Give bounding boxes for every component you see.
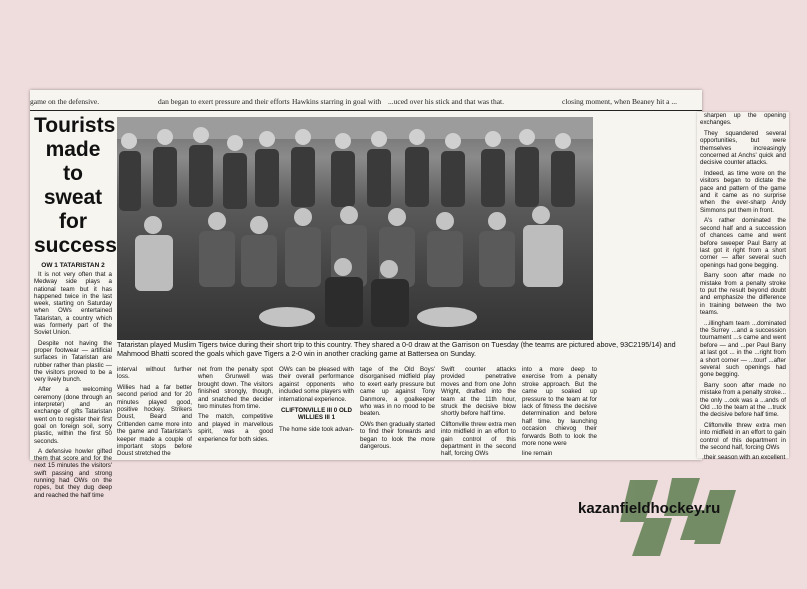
text-column — [522, 366, 597, 458]
paragraph: Willies had a far better second period and for 20 minutes played good, positive hockey. Strikers Doust, Beard and Crittenden came more into the game and Tataristan's keeper made a couple of important stops before Doust stretched the — [117, 383, 192, 458]
paragraph: tage of the Old Boys' disorganised midfield play to exert early pressure but came up against Tony Danmore, a goalkeeper who was in no mood to be beaten. — [360, 366, 435, 418]
site-watermark — [560, 470, 800, 580]
paragraph: A defensive howler gifted them that score and for the next 15 minutes the visitors' swift passing and strong running had OWs on the ropes, but they dug deep and reached the half time — [34, 447, 112, 499]
paragraph: into a more deep to exercise from a penalty stroke approach. But the came up soaked up pressure to the team at for lack of fitness the decisive determination and before half time. by launching occasion chievog their forwards Both to look the more none were — [522, 366, 597, 448]
top-strip-text: game on the defensive. — [30, 97, 100, 106]
score-line: OW 1 TATARISTAN 2 — [41, 262, 105, 269]
article-right-column — [697, 112, 789, 462]
paragraph: sharpen up the opening exchanges. — [700, 112, 786, 127]
paragraph: their season with an excellent — [704, 454, 786, 462]
top-strip-text: closing moment, when Beaney hit a ... — [562, 97, 677, 106]
photo-caption: Tataristan played Muslim Tigers twice during their short trip to this country. They shared a 0-0 draw at the Garrison on Tuesday (the teams are pictured above, 93C2195/14) and Mahmood Bhatti scored the goals which gave Tigers a 2-0 win in another cracking game at Battersea on Sunday. — [117, 340, 676, 358]
team-photo — [117, 117, 593, 340]
paragraph: ...illingham team ...dominated the Surrey ...and a succession tournament ...s came and went before — and ...per Paul Barry at last got ... in the ...right from a short corner — ...tourf ...after several such openings had gone begging. — [700, 319, 786, 379]
paragraph: Swift counter attacks provided penetrative moves and from one John Wright, drafted into the team at the 11th hour, struck the decisive blow shortly before half time. — [441, 366, 516, 418]
top-strip — [30, 97, 702, 109]
article-body — [34, 271, 112, 499]
paragraph: Despite not having the proper footwear — artificial surfaces in Tataristan are rubber rather than plastic — the visitors proved to be a very lively bunch. — [34, 339, 112, 384]
paragraph: OWs then gradually started to find their forwards and began to look the more dangerous. — [360, 420, 435, 451]
watermark-logo-icon — [560, 470, 800, 580]
paragraph: interval without further loss. — [117, 366, 192, 381]
match-subhead: CLIFTONVILLE III 0 OLD WILLIES III 1 — [280, 407, 353, 422]
paragraph: net from the penalty spot when Grunwell was brought down. The visitors finished strongly, though, and snatched the decider two minutes from time. — [198, 366, 273, 411]
article-left-column — [34, 114, 117, 499]
paragraph: It is not very often that a Medway side plays a national team but it has happened twice in the last week, starting on Saturday when OWs entertained Tataristan, a country which was formerly part of the Soviet Union. — [34, 271, 112, 337]
paragraph: The match, competitive and played in marvellous spirit, was a good experience for both sides. — [198, 413, 273, 443]
paragraph: line remain — [522, 450, 553, 458]
text-column — [117, 366, 192, 458]
text-column — [198, 366, 273, 458]
watermark-text: kazanfieldhockey.ru — [578, 500, 721, 517]
paragraph: OWs can be pleased with their overall performance against opponents who included some players with international experience. — [279, 366, 354, 403]
paragraph: The home side took advan- — [279, 425, 354, 433]
text-column — [279, 366, 354, 458]
text-column — [360, 366, 435, 458]
headline: Tourists made to sweat for success — [34, 114, 117, 257]
paragraph: Indeed, as time wore on the visitors began to dictate the pace and pattern of the game and it came as no surprise when the ever-sharp Andy Simmons put them in front. — [700, 169, 786, 214]
paragraph: Barry soon after made no mistake from a penalty stroke... the only ...ook was a ...ands of Old ...to the team at the ...truck the decisive before half time. — [700, 381, 786, 419]
paragraph: They squandered several opportunities, but were themselves increasingly concerned at Anchs' quick and decisive counter attacks. — [700, 129, 786, 167]
paragraph: A's rather dominated the second half and a succession of chances came and went before sweeper Paul Barry at last got it right from a short corner — after several such openings had gone begging. — [700, 217, 786, 269]
paragraph: Barry soon after made no mistake from a penalty stroke to put the result beyond doubt and emphasize the difference in training between the two teams. — [700, 272, 786, 317]
paragraph: Cliftonville threw extra men into midfield in an effort to gain control of this department in the second half, forcing OWs — [441, 420, 516, 458]
top-strip-text: Hawkins starring in goal with — [292, 97, 382, 106]
team-photo-figures — [117, 117, 593, 340]
paragraph: After a welcoming ceremony (done through an interpreter) and an exchange of gifts Tataristan went on to register their first goal on foreign soil, sorry plastic, within the first 50 seconds. — [34, 386, 112, 445]
top-strip-text: dan began to exert pressure and their efforts — [158, 97, 290, 106]
article-columns — [117, 366, 597, 458]
divider-rule — [30, 110, 702, 111]
top-strip-text: ...uced over his stick and that was that. — [388, 97, 505, 106]
text-column — [441, 366, 516, 458]
paragraph: Cliftonville threw extra men into midfield in an effort to gain control of this department in the second half, forcing OWs — [700, 421, 786, 452]
